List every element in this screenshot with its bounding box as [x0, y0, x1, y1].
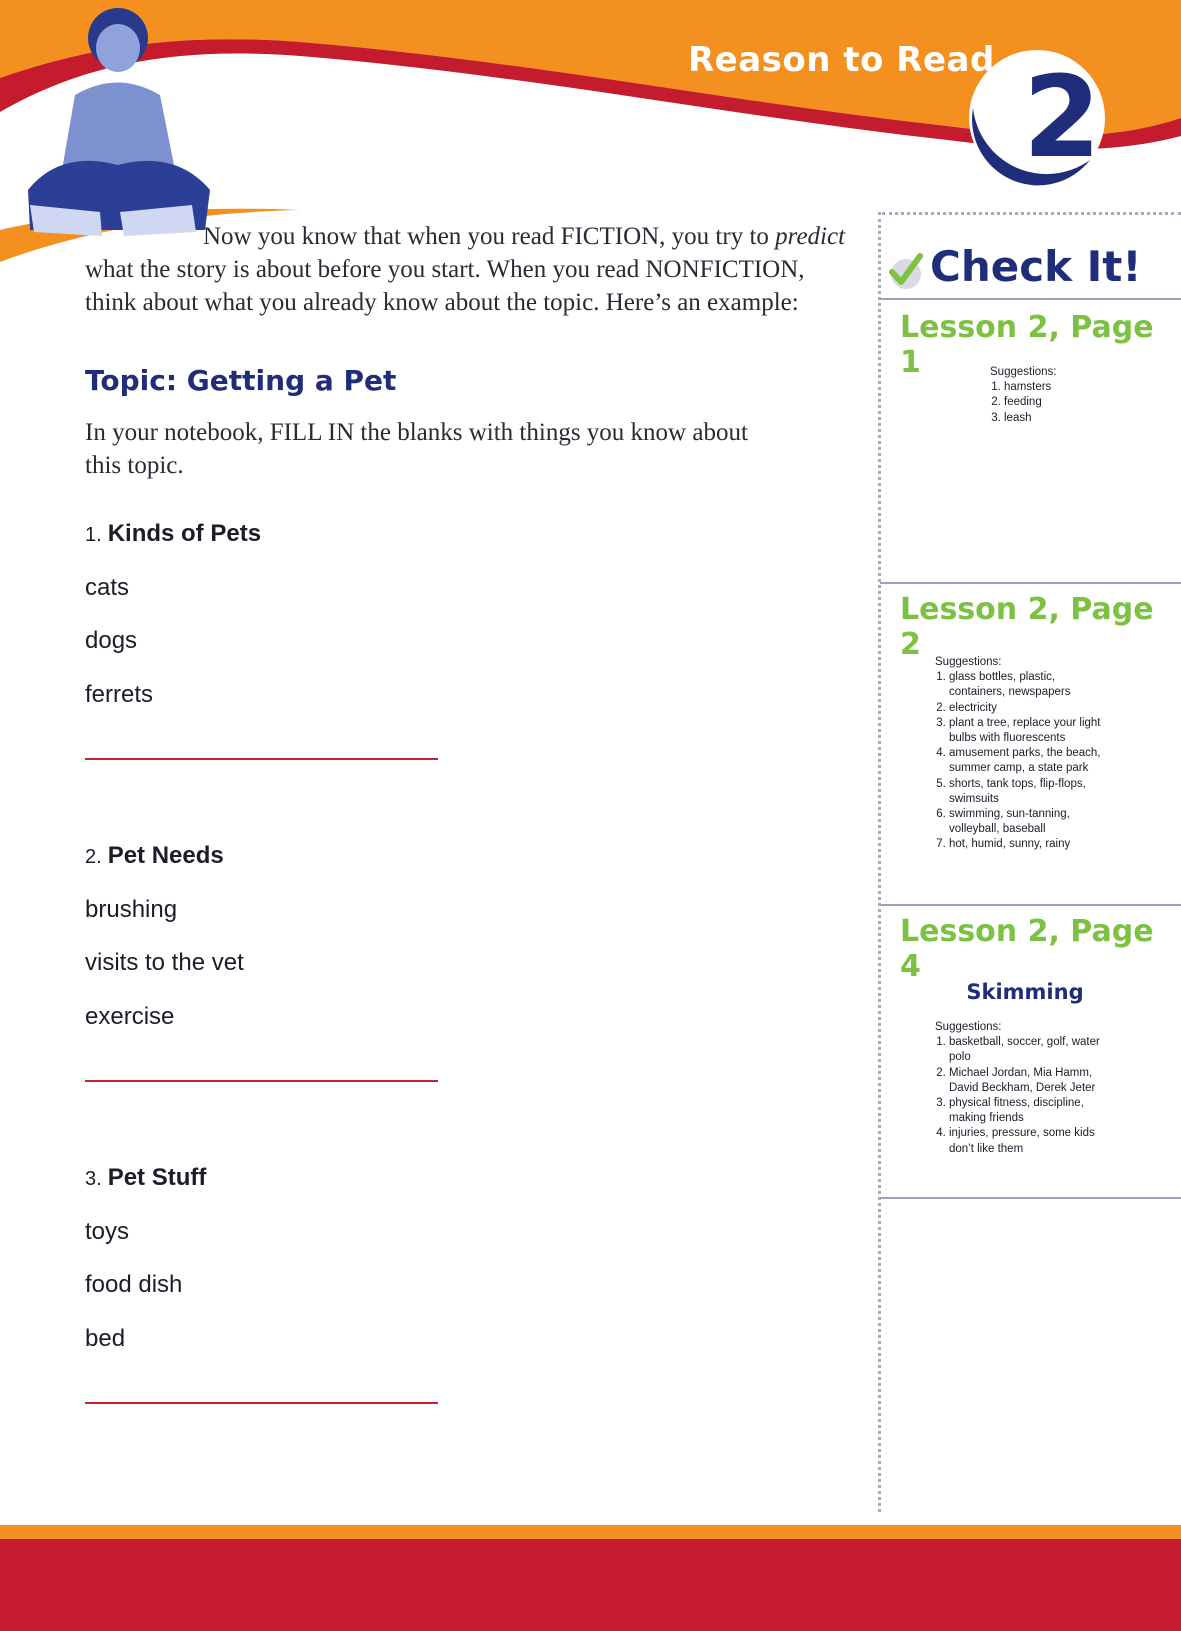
- suggestion-item: 5. shorts, tank tops, flip-flops, swimsuits: [949, 777, 1110, 807]
- list-item: brushing: [85, 896, 178, 923]
- sidebar-rule: [880, 582, 1181, 584]
- lesson-heading: Lesson 2, Page 4: [900, 914, 1154, 984]
- suggestion-item: 2. electricity: [949, 701, 1110, 716]
- sidebar-divider: [878, 212, 881, 1512]
- suggestions-block: Suggestions: 1. glass bottles, plastic, containers, newspapers 2. electricity 3. plant a tree, replace your light bulbs with fluorescents 4. amusement parks, the beach, summer camp, a state park 5. shorts, tank tops, flip-flops, swimsuits 6. swimming, sun-tanning, volleyball, baseball 7. hot, humid, sunny, rainy: [935, 655, 1110, 853]
- fill-in-blank: [85, 758, 438, 760]
- footer-red-band: [0, 1539, 1181, 1631]
- list-item: exercise: [85, 1003, 175, 1030]
- suggestion-item: 1. hamsters: [1004, 380, 1170, 395]
- suggestion-item: 1. basketball, soccer, golf, water polo: [949, 1035, 1110, 1065]
- suggestion-item: 4. injuries, pressure, some kids don’t like them: [949, 1126, 1110, 1156]
- list-item: cats: [85, 574, 130, 601]
- suggestions-block: Suggestions: 1. hamsters 2. feeding 3. leash: [990, 365, 1170, 426]
- list-item: toys: [85, 1218, 130, 1245]
- list-item: ferrets: [85, 681, 154, 708]
- list-item: food dish: [85, 1271, 183, 1298]
- skimming-subheading: Skimming: [966, 980, 1084, 1004]
- intro-paragraph: Now you know that when you read FICTION, you try to predict what the story is about before you start. When you read NONFICTION, think about what you already know about the topic. Here’s an example:: [85, 223, 846, 316]
- suggestion-item: 4. amusement parks, the beach, summer camp, a state park: [949, 746, 1110, 776]
- sidebar-rule: [880, 298, 1181, 300]
- list-heading: 3. Pet Stuff: [85, 1164, 207, 1191]
- lesson-heading: Lesson 2, Page 2: [900, 592, 1154, 662]
- list-heading: 2. Pet Needs: [85, 842, 224, 869]
- check-mark-icon: [886, 252, 924, 290]
- lesson-number: 2: [1023, 53, 1101, 183]
- fill-in-blank: [85, 1402, 438, 1404]
- footer-orange-stripe: [0, 1525, 1181, 1539]
- suggestion-item: 7. hot, humid, sunny, rainy: [949, 837, 1110, 852]
- list-item: visits to the vet: [85, 949, 244, 976]
- topic-instruction: In your notebook, FILL IN the blanks with things you know about this topic.: [85, 419, 748, 479]
- sidebar-rule: [880, 1197, 1181, 1199]
- suggestion-item: 6. swimming, sun-tanning, volleyball, baseball: [949, 807, 1110, 837]
- list-item: bed: [85, 1325, 126, 1352]
- sidebar-top-border: [882, 212, 1181, 215]
- suggestions-block: Suggestions: 1. basketball, soccer, golf, water polo 2. Michael Jordan, Mia Hamm, David Beckham, Derek Jeter 3. physical fitness, discipline, making friends 4. injuries, pressure, some kids don’t like them: [935, 1020, 1110, 1157]
- fill-in-blank: [85, 1080, 438, 1082]
- suggestion-item: 3. plant a tree, replace your light bulbs with fluorescents: [949, 716, 1110, 746]
- topic-heading: Topic: Getting a Pet: [85, 364, 397, 397]
- sidebar-rule: [880, 904, 1181, 906]
- section-title: Reason to Read: [688, 40, 995, 80]
- list-item: dogs: [85, 627, 138, 654]
- check-it-title: Check It!: [930, 242, 1142, 291]
- suggestion-item: 2. Michael Jordan, Mia Hamm, David Beckham, Derek Jeter: [949, 1066, 1110, 1096]
- suggestion-item: 1. glass bottles, plastic, containers, newspapers: [949, 670, 1110, 700]
- suggestion-item: 3. leash: [1004, 411, 1170, 426]
- intro-emphasis: predict: [775, 223, 846, 250]
- lesson-heading: Lesson 2, Page 1: [900, 310, 1154, 380]
- suggestion-item: 2. feeding: [1004, 395, 1170, 410]
- suggestion-item: 3. physical fitness, discipline, making friends: [949, 1096, 1110, 1126]
- list-heading: 1. Kinds of Pets: [85, 520, 262, 547]
